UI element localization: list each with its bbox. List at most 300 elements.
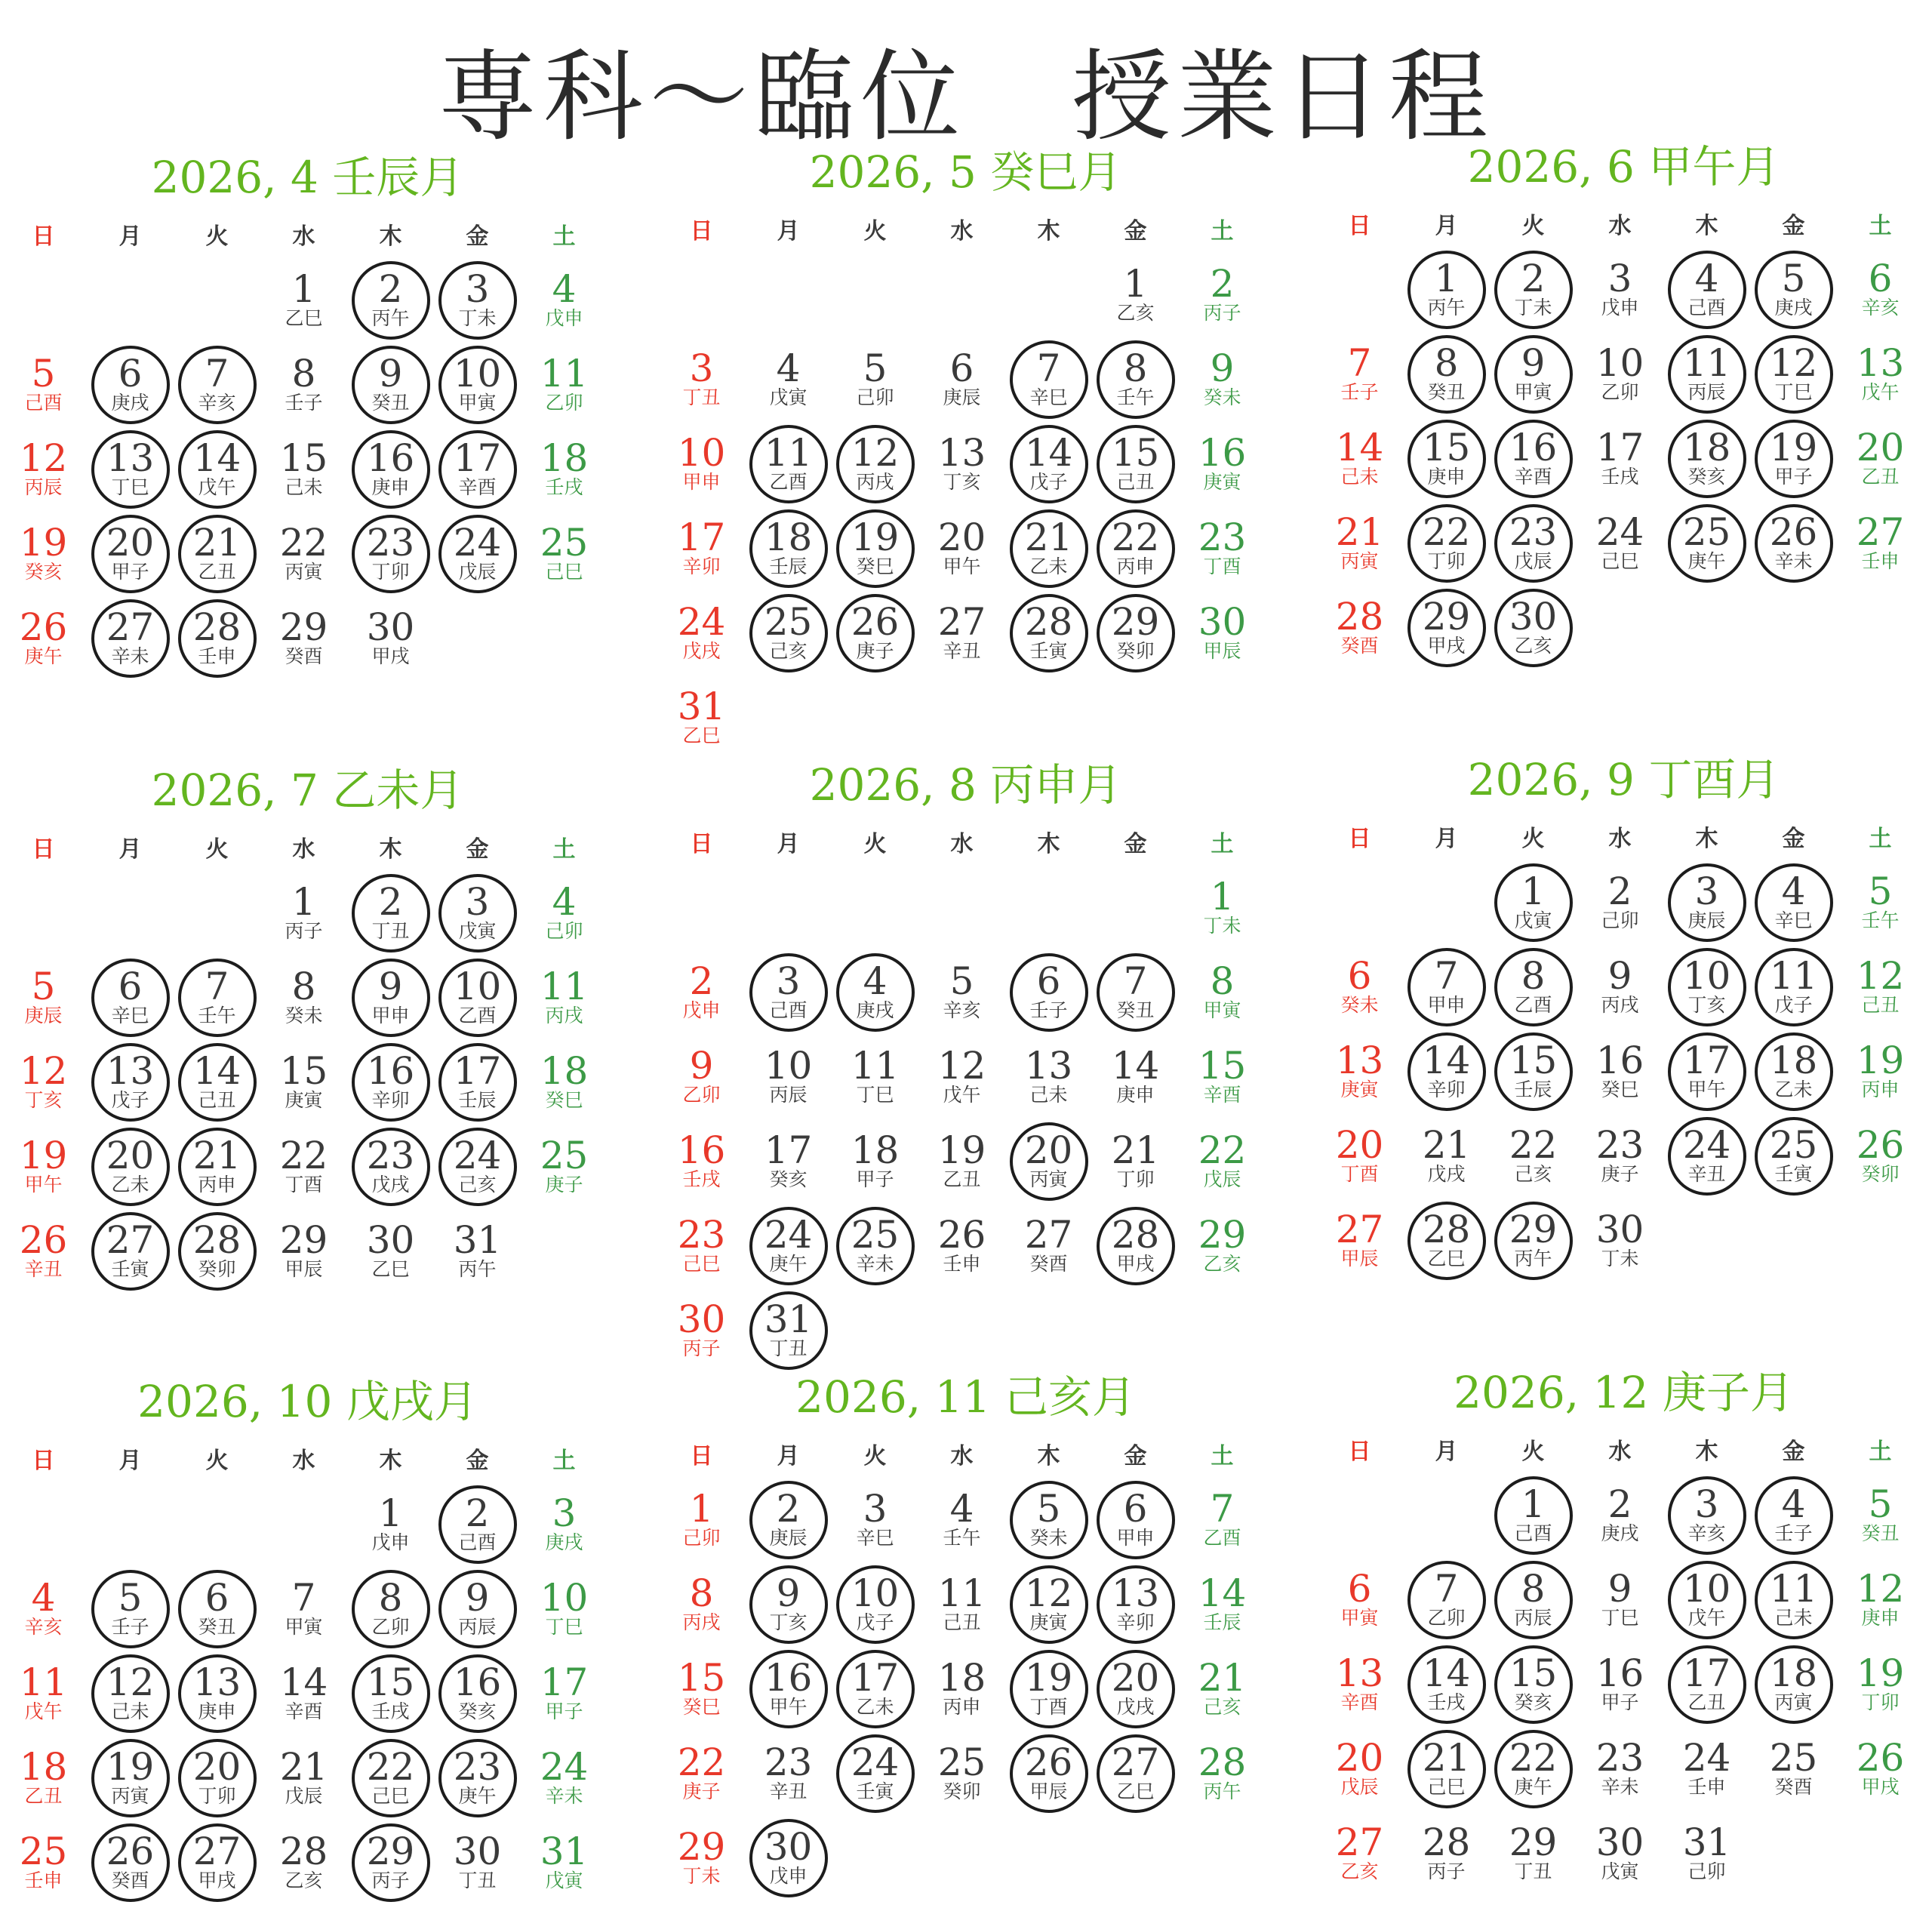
day-number: 21: [1422, 1736, 1471, 1780]
class-day-circle: [1010, 509, 1088, 588]
weekday-label: 日: [690, 218, 713, 245]
day-number: 3: [863, 1487, 888, 1531]
day-stem-branch: 乙未: [1029, 555, 1068, 577]
day-number: 26: [851, 600, 900, 644]
day-stem-branch: 丙午: [1514, 1248, 1552, 1269]
day-stem-branch: 丁酉: [1340, 1163, 1379, 1185]
day-number: 9: [776, 1571, 801, 1615]
day-stem-branch: 甲子: [1601, 1691, 1639, 1713]
day-cell: [260, 258, 347, 343]
day-stem-branch: 丙辰: [458, 1616, 497, 1638]
day-number: 5: [1868, 1482, 1893, 1526]
day-grid: [658, 1478, 1266, 1900]
day-number: 17: [453, 436, 502, 480]
day-number: 19: [937, 1128, 986, 1172]
class-day-circle: [352, 261, 430, 340]
day-stem-branch: 己卯: [682, 1527, 721, 1549]
day-cell: [260, 427, 347, 512]
day-stem-branch: 甲申: [371, 1005, 410, 1026]
day-number: 30: [764, 1825, 813, 1869]
weekday-label: 火: [1521, 826, 1545, 852]
weekday-header: [1316, 818, 1931, 860]
day-cell: [0, 596, 87, 681]
day-number: 29: [1422, 595, 1471, 639]
day-cell: [1837, 417, 1924, 501]
weekday-label: 木: [1037, 1443, 1060, 1469]
day-number: 15: [279, 1049, 328, 1093]
day-number: 17: [1682, 1651, 1731, 1695]
weekday-label: 火: [1521, 213, 1545, 239]
day-number: 24: [764, 1213, 813, 1257]
day-number: 20: [1111, 1656, 1160, 1700]
day-cell: [434, 1820, 521, 1905]
day-stem-branch: 甲午: [1687, 1079, 1726, 1100]
class-day-circle: [438, 1570, 517, 1648]
month-calendar-oct: [0, 1375, 615, 1905]
day-number: 9: [378, 965, 403, 1008]
day-number: 16: [764, 1656, 813, 1700]
day-number: 18: [540, 1049, 589, 1093]
day-number: 28: [192, 605, 242, 649]
weekday-label: 水: [950, 1443, 974, 1469]
class-day-circle: [352, 515, 430, 593]
weekday-header: [1316, 1431, 1931, 1473]
class-day-circle: [1668, 420, 1746, 498]
class-day-circle: [1407, 1645, 1486, 1724]
day-stem-branch: 癸丑: [1427, 381, 1466, 403]
day-stem-branch: 辛未: [1601, 1776, 1639, 1798]
day-stem-branch: 丁丑: [1514, 1860, 1552, 1882]
day-number: 10: [764, 1044, 813, 1088]
month-calendar-nov: [658, 1371, 1273, 1900]
day-number: 5: [31, 965, 56, 1008]
day-stem-branch: 甲午: [24, 1174, 63, 1196]
day-number: 27: [1335, 1208, 1384, 1251]
class-day-circle: [1407, 948, 1486, 1026]
day-number: 28: [192, 1218, 242, 1262]
day-number: 28: [1111, 1213, 1160, 1257]
day-number: 29: [1509, 1820, 1558, 1864]
day-number: 15: [1198, 1044, 1247, 1088]
day-stem-branch: 丙辰: [1514, 1607, 1552, 1629]
class-day-circle: [1668, 1032, 1746, 1111]
day-stem-branch: 丁未: [682, 1865, 721, 1887]
day-stem-branch: 甲子: [856, 1168, 894, 1190]
day-grid: [0, 1482, 608, 1905]
day-cell: [87, 1125, 174, 1209]
day-stem-branch: 戊辰: [1203, 1168, 1241, 1190]
day-grid: [1316, 1473, 1924, 1896]
day-cell: [521, 871, 608, 956]
day-number: 26: [106, 1830, 155, 1873]
day-cell: [745, 1731, 832, 1816]
empty-cell: [0, 1482, 87, 1567]
class-day-circle: [1668, 863, 1746, 942]
class-day-circle: [749, 1481, 828, 1559]
day-stem-branch: 辛巳: [111, 1005, 149, 1026]
class-day-circle: [1097, 1565, 1175, 1644]
day-stem-branch: 己未: [1774, 1607, 1813, 1629]
day-stem-branch: 戊申: [769, 1865, 808, 1887]
day-stem-branch: 乙卯: [682, 1084, 721, 1106]
day-number: 25: [1682, 510, 1731, 554]
day-number: 31: [540, 1830, 589, 1873]
day-stem-branch: 辛酉: [1340, 1691, 1379, 1713]
day-cell: [0, 1567, 87, 1651]
day-stem-branch: 壬子: [111, 1616, 149, 1638]
class-day-circle: [1668, 1476, 1746, 1555]
day-cell: [174, 343, 260, 427]
day-number: 30: [1595, 1820, 1644, 1864]
class-day-circle: [1494, 1202, 1573, 1280]
empty-cell: [658, 866, 745, 950]
day-cell: [1663, 417, 1750, 501]
class-day-circle: [91, 1128, 170, 1206]
day-cell: [1005, 1035, 1092, 1119]
day-cell: [347, 871, 434, 956]
day-cell: [1663, 1114, 1750, 1199]
class-day-circle: [836, 1650, 915, 1728]
day-number: 5: [949, 959, 974, 1003]
weekday-label: 水: [950, 218, 974, 245]
day-stem-branch: 甲午: [769, 1696, 808, 1718]
weekday-label: 木: [379, 223, 402, 250]
day-cell: [1577, 1727, 1663, 1811]
class-day-circle: [1755, 420, 1833, 498]
day-number: 22: [1509, 1736, 1558, 1780]
class-day-circle: [836, 953, 915, 1032]
day-number: 5: [31, 352, 56, 395]
day-cell: [1837, 248, 1924, 332]
day-stem-branch: 癸酉: [1029, 1253, 1068, 1275]
empty-cell: [918, 253, 1005, 337]
day-stem-branch: 辛巳: [856, 1527, 894, 1549]
day-stem-branch: 庚戌: [856, 999, 894, 1021]
day-stem-branch: 壬戌: [682, 1168, 721, 1190]
day-cell: [1005, 1478, 1092, 1562]
class-day-circle: [1010, 340, 1088, 419]
day-stem-branch: 庚戌: [1601, 1522, 1639, 1544]
day-stem-branch: 己酉: [458, 1531, 497, 1553]
day-cell: [1403, 248, 1490, 332]
day-cell: [1577, 1558, 1663, 1642]
day-cell: [832, 1562, 918, 1647]
day-cell: [658, 337, 745, 422]
day-cell: [1403, 417, 1490, 501]
month-title: 2026, 7 乙未月: [151, 765, 464, 816]
day-number: 24: [1682, 1123, 1731, 1167]
day-cell: [521, 1125, 608, 1209]
day-number: 27: [1111, 1740, 1160, 1784]
day-number: 29: [366, 1830, 415, 1873]
class-day-circle: [1407, 335, 1486, 414]
day-number: 12: [1024, 1571, 1073, 1615]
day-stem-branch: 丁亥: [943, 471, 981, 493]
day-number: 14: [279, 1660, 328, 1704]
day-stem-branch: 庚寅: [1340, 1079, 1379, 1100]
day-stem-branch: 癸丑: [1116, 999, 1155, 1021]
day-cell: [347, 1736, 434, 1820]
day-stem-branch: 癸未: [1029, 1527, 1068, 1549]
class-day-circle: [1407, 589, 1486, 667]
day-number: 2: [1607, 869, 1632, 913]
day-number: 6: [1868, 257, 1893, 300]
day-number: 16: [1509, 426, 1558, 469]
class-day-circle: [1010, 1734, 1088, 1813]
day-stem-branch: 庚午: [458, 1785, 497, 1807]
day-cell: [260, 1125, 347, 1209]
day-cell: [1663, 501, 1750, 586]
day-stem-branch: 戊辰: [1340, 1776, 1379, 1798]
day-stem-branch: 己巳: [1601, 550, 1639, 572]
day-number: 7: [1434, 954, 1459, 998]
class-day-circle: [1097, 1207, 1175, 1285]
day-stem-branch: 戊辰: [285, 1785, 323, 1807]
day-number: 20: [1024, 1128, 1073, 1172]
day-number: 16: [453, 1660, 502, 1704]
day-number: 15: [279, 436, 328, 480]
day-cell: [1403, 332, 1490, 417]
day-cell: [1837, 1558, 1924, 1642]
day-number: 4: [1781, 869, 1806, 913]
day-stem-branch: 丙午: [458, 1258, 497, 1280]
day-number: 25: [19, 1830, 68, 1873]
empty-cell: [658, 253, 745, 337]
day-cell: [174, 1040, 260, 1125]
day-cell: [1092, 337, 1179, 422]
day-stem-branch: 戊午: [1861, 381, 1900, 403]
day-number: 20: [1335, 1736, 1384, 1780]
day-stem-branch: 己巳: [545, 561, 583, 583]
day-cell: [521, 512, 608, 596]
class-day-circle: [1494, 948, 1573, 1026]
empty-cell: [745, 866, 832, 950]
class-day-circle: [178, 599, 257, 678]
day-number: 16: [1595, 1651, 1644, 1695]
day-cell: [918, 506, 1005, 591]
day-cell: [658, 950, 745, 1035]
month-calendar-jun: [1316, 140, 1931, 670]
day-number: 15: [366, 1660, 415, 1704]
day-number: 3: [776, 959, 801, 1003]
day-cell: [1005, 1731, 1092, 1816]
day-number: 27: [106, 1218, 155, 1262]
weekday-label: 土: [1211, 1443, 1234, 1469]
day-stem-branch: 丙寅: [111, 1785, 149, 1807]
day-number: 2: [465, 1491, 490, 1535]
day-cell: [1005, 1647, 1092, 1731]
day-stem-branch: 庚子: [682, 1780, 721, 1802]
day-stem-branch: 庚申: [198, 1700, 236, 1722]
class-day-circle: [1755, 1476, 1833, 1555]
day-cell: [434, 1209, 521, 1294]
day-stem-branch: 丁丑: [458, 1870, 497, 1891]
day-cell: [1750, 945, 1837, 1029]
day-stem-branch: 庚子: [856, 640, 894, 662]
weekday-label: 水: [1608, 826, 1632, 852]
day-cell: [658, 422, 745, 506]
day-stem-branch: 癸亥: [458, 1700, 497, 1722]
empty-cell: [1092, 866, 1179, 950]
class-day-circle: [91, 430, 170, 509]
day-number: 22: [1198, 1128, 1247, 1172]
day-cell: [1490, 1029, 1577, 1114]
day-number: 3: [689, 346, 714, 390]
day-cell: [1490, 417, 1577, 501]
day-number: 17: [1682, 1039, 1731, 1082]
day-cell: [745, 1562, 832, 1647]
day-stem-branch: 癸巳: [682, 1696, 721, 1718]
day-cell: [0, 1040, 87, 1125]
class-day-circle: [1755, 1561, 1833, 1639]
day-stem-branch: 癸卯: [1116, 640, 1155, 662]
day-number: 3: [1694, 869, 1719, 913]
day-cell: [1092, 950, 1179, 1035]
day-stem-branch: 丙辰: [1687, 381, 1726, 403]
day-cell: [1490, 1199, 1577, 1283]
day-cell: [918, 950, 1005, 1035]
day-number: 23: [453, 1745, 502, 1789]
day-stem-branch: 庚子: [545, 1174, 583, 1196]
day-number: 7: [205, 352, 229, 395]
day-number: 25: [1769, 1123, 1818, 1167]
month-calendar-may: [658, 146, 1273, 760]
day-stem-branch: 丁卯: [1116, 1168, 1155, 1190]
day-cell: [1750, 1642, 1837, 1727]
day-stem-branch: 丙申: [1861, 1079, 1900, 1100]
page-title: 専科～臨位 授業日程: [438, 39, 1494, 155]
day-stem-branch: 辛巳: [1029, 386, 1068, 408]
day-number: 2: [776, 1487, 801, 1531]
class-day-circle: [438, 515, 517, 593]
class-day-circle: [1494, 589, 1573, 667]
day-cell: [1403, 501, 1490, 586]
day-number: 1: [1123, 262, 1148, 306]
day-cell: [745, 422, 832, 506]
day-cell: [658, 1119, 745, 1204]
class-day-circle: [1494, 420, 1573, 498]
day-cell: [434, 956, 521, 1040]
class-day-circle: [178, 1212, 257, 1291]
weekday-label: 金: [466, 836, 489, 863]
day-number: 12: [851, 431, 900, 475]
weekday-label: 日: [1348, 826, 1371, 852]
day-number: 21: [192, 521, 242, 565]
empty-cell: [1403, 1473, 1490, 1558]
day-number: 4: [949, 1487, 974, 1531]
day-cell: [1316, 1642, 1403, 1727]
day-number: 17: [764, 1128, 813, 1172]
class-day-circle: [749, 1565, 828, 1644]
day-stem-branch: 甲申: [1116, 1527, 1155, 1549]
day-cell: [521, 1040, 608, 1125]
weekday-label: 水: [292, 1448, 315, 1474]
day-number: 1: [291, 267, 316, 311]
day-number: 23: [366, 1134, 415, 1177]
day-stem-branch: 乙酉: [1203, 1527, 1241, 1549]
day-stem-branch: 丙午: [371, 307, 410, 329]
day-stem-branch: 辛卯: [1427, 1079, 1466, 1100]
day-number: 22: [279, 1134, 328, 1177]
month-calendar-dec: [1316, 1366, 1931, 1896]
day-grid: [1316, 860, 1924, 1283]
day-cell: [1316, 1811, 1403, 1896]
day-number: 25: [937, 1740, 986, 1784]
day-cell: [832, 1647, 918, 1731]
day-number: 2: [1521, 257, 1546, 300]
day-number: 11: [1769, 1567, 1818, 1611]
day-number: 18: [1769, 1039, 1818, 1082]
day-number: 3: [1694, 1482, 1719, 1526]
weekday-header: [1316, 205, 1931, 248]
day-number: 30: [677, 1297, 726, 1341]
weekday-label: 火: [863, 218, 887, 245]
class-day-circle: [1755, 948, 1833, 1026]
day-number: 12: [19, 1049, 68, 1093]
day-number: 13: [106, 1049, 155, 1093]
day-cell: [0, 1209, 87, 1294]
day-cell: [1837, 1473, 1924, 1558]
day-cell: [1663, 1029, 1750, 1114]
day-cell: [918, 337, 1005, 422]
day-number: 5: [1036, 1487, 1061, 1531]
empty-cell: [832, 866, 918, 950]
day-cell: [832, 1119, 918, 1204]
day-stem-branch: 庚寅: [1029, 1611, 1068, 1633]
day-stem-branch: 癸卯: [943, 1780, 981, 1802]
day-number: 19: [851, 515, 900, 559]
class-day-circle: [178, 346, 257, 424]
day-cell: [521, 1482, 608, 1567]
day-stem-branch: 己酉: [24, 392, 63, 414]
day-number: 27: [192, 1830, 242, 1873]
day-number: 23: [1509, 510, 1558, 554]
day-cell: [1403, 1029, 1490, 1114]
day-stem-branch: 甲申: [682, 471, 721, 493]
day-stem-branch: 戊子: [1774, 994, 1813, 1016]
day-cell: [1490, 1811, 1577, 1896]
weekday-label: 水: [292, 223, 315, 250]
day-cell: [1750, 332, 1837, 417]
day-cell: [1577, 860, 1663, 945]
day-stem-branch: 戊戌: [682, 640, 721, 662]
day-stem-branch: 癸丑: [198, 1616, 236, 1638]
day-stem-branch: 甲子: [111, 561, 149, 583]
day-number: 19: [106, 1745, 155, 1789]
day-stem-branch: 乙未: [111, 1174, 149, 1196]
day-number: 7: [1123, 959, 1148, 1003]
weekday-label: 木: [1695, 826, 1718, 852]
day-cell: [260, 1567, 347, 1651]
day-cell: [174, 427, 260, 512]
empty-cell: [1316, 860, 1403, 945]
day-cell: [832, 591, 918, 675]
day-number: 16: [366, 1049, 415, 1093]
day-number: 1: [1521, 1482, 1546, 1526]
day-number: 23: [764, 1740, 813, 1784]
day-number: 16: [1595, 1039, 1644, 1082]
day-cell: [1750, 1114, 1837, 1199]
empty-cell: [260, 1482, 347, 1567]
day-number: 23: [677, 1213, 726, 1257]
day-number: 6: [1347, 1567, 1372, 1611]
day-number: 14: [1422, 1651, 1471, 1695]
weekday-label: 水: [292, 836, 315, 863]
day-stem-branch: 甲子: [1774, 466, 1813, 488]
day-cell: [658, 506, 745, 591]
weekday-label: 日: [32, 1448, 55, 1474]
day-cell: [1092, 1119, 1179, 1204]
